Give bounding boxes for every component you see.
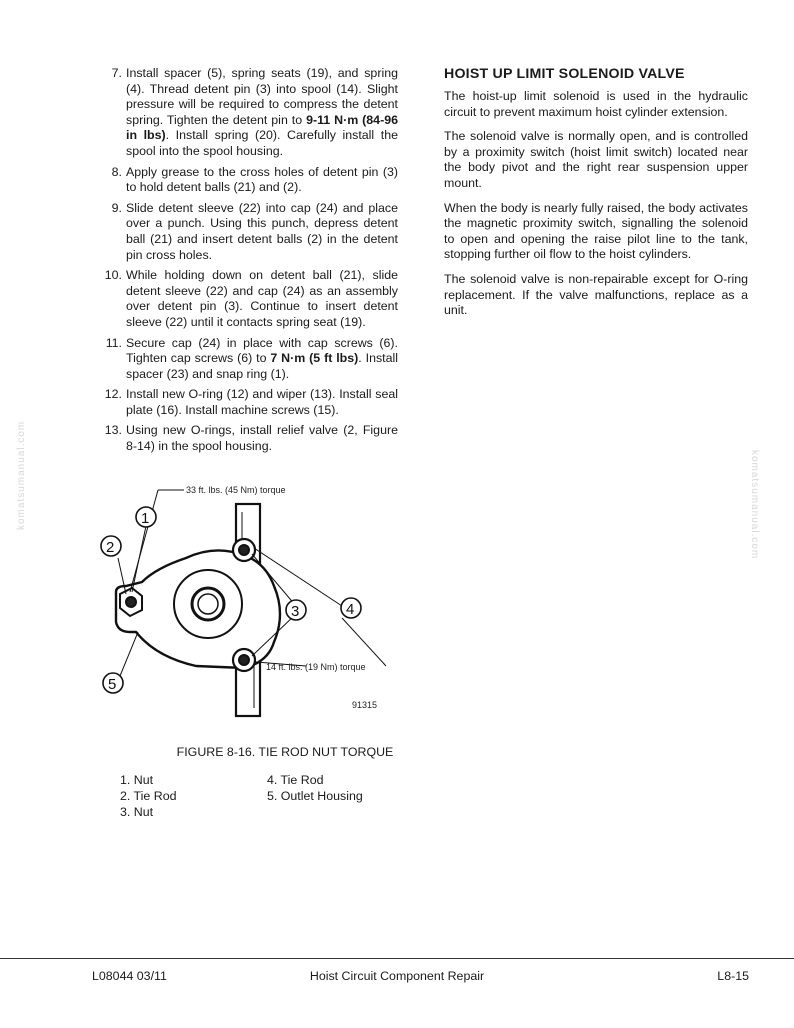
svg-text:5: 5 (108, 676, 117, 693)
paragraph: The hoist-up limit solenoid is used in the hydraulic circuit to prevent maximum hoist cylinder extension. (444, 89, 748, 119)
paragraph: The solenoid valve is normally open, and is controlled by a proximity switch (hoist limit switch) located near the body pivot and the right rear suspension upper mount. (444, 129, 748, 190)
figure-legend (120, 772, 400, 820)
step-9: 9. Slide detent sleeve (22) into cap (24) and place over a punch. Using this punch, depress detent ball (21) and insert detent balls (2) in the detent pin cross holes. (111, 200, 398, 262)
solenoid-section (444, 66, 748, 328)
paragraph: When the body is nearly fully raised, the body activates the magnetic proximity switch, signalling the solenoid to open and opening the raise pilot line to the tank, stopping further oil flow to the hoist cylinders. (444, 200, 748, 262)
torque-label-bottom: 14 ft. lbs. (19 Nm) torque (266, 662, 366, 672)
step-13: 13. Using new O-rings, install relief valve (2, Figure 8-14) in the spool housing. (104, 423, 398, 454)
paragraph: The solenoid valve is non-repairable except for O-ring replacement. If the valve malfunctions, replace as a unit. (444, 271, 748, 318)
svg-text:3: 3 (291, 603, 300, 620)
step-11: 11. Secure cap (24) in place with cap screws (6). Tighten cap screws (6) to 7 N·m (5 ft lbs). Install spacer (23) and snap ring (1). (105, 335, 398, 381)
torque-label-top: 33 ft. lbs. (45 Nm) torque (186, 485, 286, 495)
svg-text:1: 1 (141, 510, 150, 527)
legend-row: 3. Nut (120, 805, 154, 819)
step-7: 7. Install spacer (5), spring seats (19), and spring (4). Thread detent pin (3) into spool (14). Slight pressure will be required to compress the detent spring. Tighten the detent pin to 9-11 N·m (84-96 in lbs). Install spring (20). Carefully install the spool into the spool housing. (111, 66, 398, 158)
svg-text:2: 2 (106, 539, 115, 556)
tie-rod-figure (96, 482, 396, 727)
step-8: 8. Apply grease to the cross holes of detent pin (3) to hold detent balls (21) and (2). (111, 164, 398, 195)
tie-rod-diagram (96, 482, 396, 727)
footer-doc-id: L08044 03/11 (92, 969, 167, 983)
section-heading: HOIST UP LIMIT SOLENOID VALVE (444, 66, 685, 82)
watermark-right: komatsumanual.com (749, 450, 760, 560)
watermark-left: komatsumanual.com (16, 420, 27, 530)
legend-row: 1. Nut 4. Tie Rod (120, 773, 324, 787)
footer-page-number: L8-15 (717, 969, 749, 983)
footer-divider (0, 958, 794, 959)
step-12: 12. Install new O-ring (12) and wiper (13). Install seal plate (16). Install machine screws (15). (104, 387, 398, 417)
figure-id: 91315 (352, 700, 378, 710)
step-10: 10. While holding down on detent ball (21), slide detent sleeve (22) and cap (24) as an assembly over detent pin (3). Continue to insert detent sleeve (22) until it contacts spring seat (19). (104, 268, 398, 329)
assembly-steps (100, 66, 398, 460)
legend-row: 2. Tie Rod 5. Outlet Housing (120, 789, 363, 803)
svg-text:4: 4 (346, 601, 355, 618)
figure-caption: FIGURE 8-16. TIE ROD NUT TORQUE (176, 745, 394, 759)
footer-chapter-title: Hoist Circuit Component Repair (309, 969, 485, 983)
